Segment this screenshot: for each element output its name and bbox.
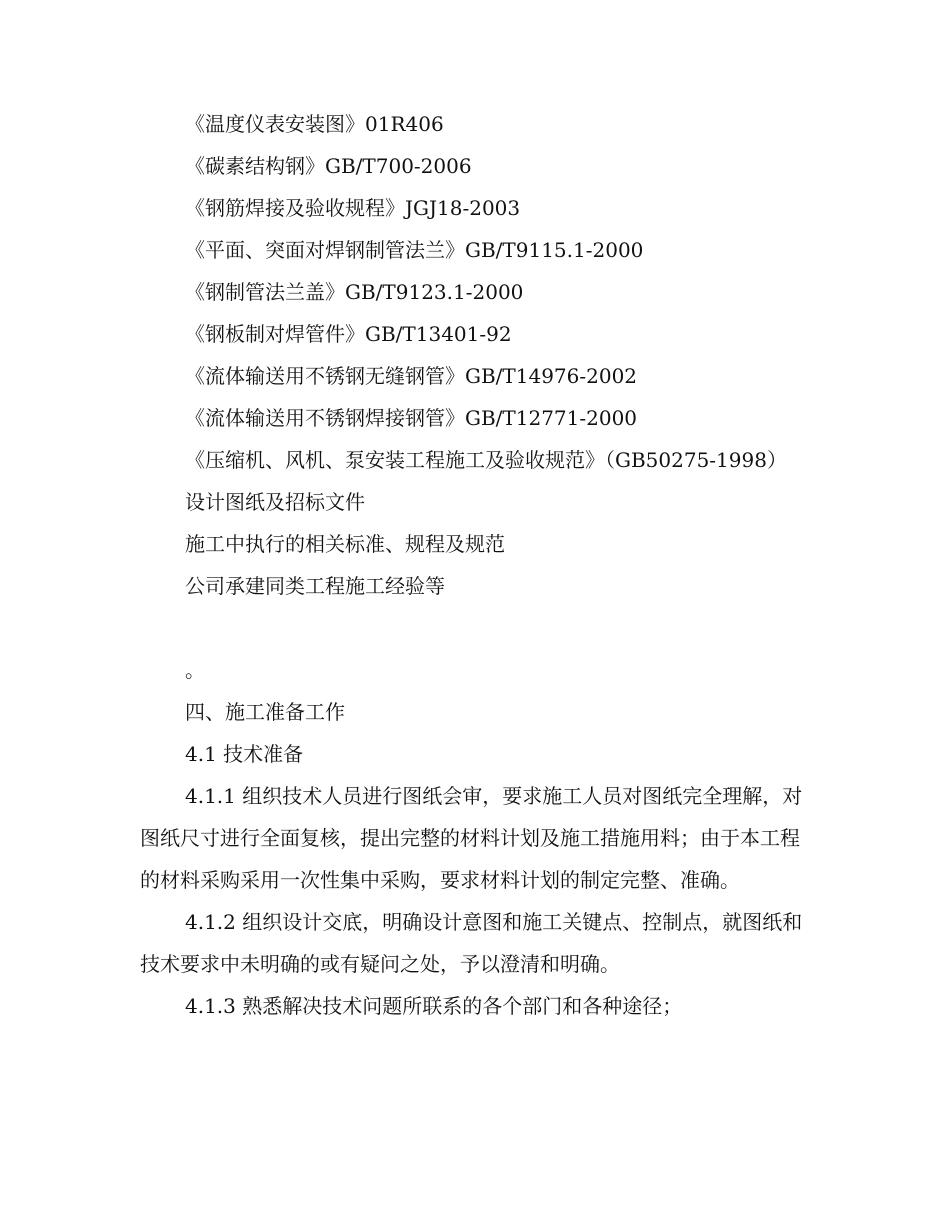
body-paragraph: 4.1.3 熟悉解决技术问题所联系的各个部门和各种途径； <box>185 994 683 1018</box>
reference-standard: 《流体输送用不锈钢无缝钢管》GB/T14976-2002 <box>185 364 638 388</box>
subsection-heading: 4.1 技术准备 <box>185 742 304 766</box>
reference-standard: 《温度仪表安装图》01R406 <box>185 112 444 136</box>
reference-standard: 《平面、突面对焊钢制管法兰》GB/T9115.1-2000 <box>185 238 644 262</box>
reference-item: 设计图纸及招标文件 <box>185 490 365 514</box>
punctuation-line: 。 <box>185 658 205 682</box>
reference-standard: 《流体输送用不锈钢焊接钢管》GB/T12771-2000 <box>185 406 638 430</box>
body-paragraph: 4.1.2 组织设计交底，明确设计意图和施工关键点、控制点，就图纸和技术要求中未明确的或有疑问之处，予以澄清和明确。 <box>140 910 803 976</box>
reference-standard: 《钢制管法兰盖》GB/T9123.1-2000 <box>185 280 524 304</box>
reference-standard: 《碳素结构钢》GB/T700-2006 <box>185 154 472 178</box>
reference-standard: 《压缩机、风机、泵安装工程施工及验收规范》（GB50275-1998） <box>185 448 787 472</box>
body-paragraph: 4.1.1 组织技术人员进行图纸会审，要求施工人员对图纸完全理解，对图纸尺寸进行全面复核，提出完整的材料计划及施工措施用料；由于本工程的材料采购采用一次性集中采购，要求材料计划的制定完整、准确。 <box>140 784 803 892</box>
section-heading: 四、施工准备工作 <box>185 700 345 724</box>
reference-standard: 《钢筋焊接及验收规程》JGJ18-2003 <box>185 196 521 220</box>
reference-item: 公司承建同类工程施工经验等 <box>185 574 445 598</box>
blank-line <box>140 607 804 649</box>
reference-item: 施工中执行的相关标准、规程及规范 <box>185 532 505 556</box>
document-body <box>140 103 804 1027</box>
reference-standard: 《钢板制对焊管件》GB/T13401-92 <box>185 322 512 346</box>
